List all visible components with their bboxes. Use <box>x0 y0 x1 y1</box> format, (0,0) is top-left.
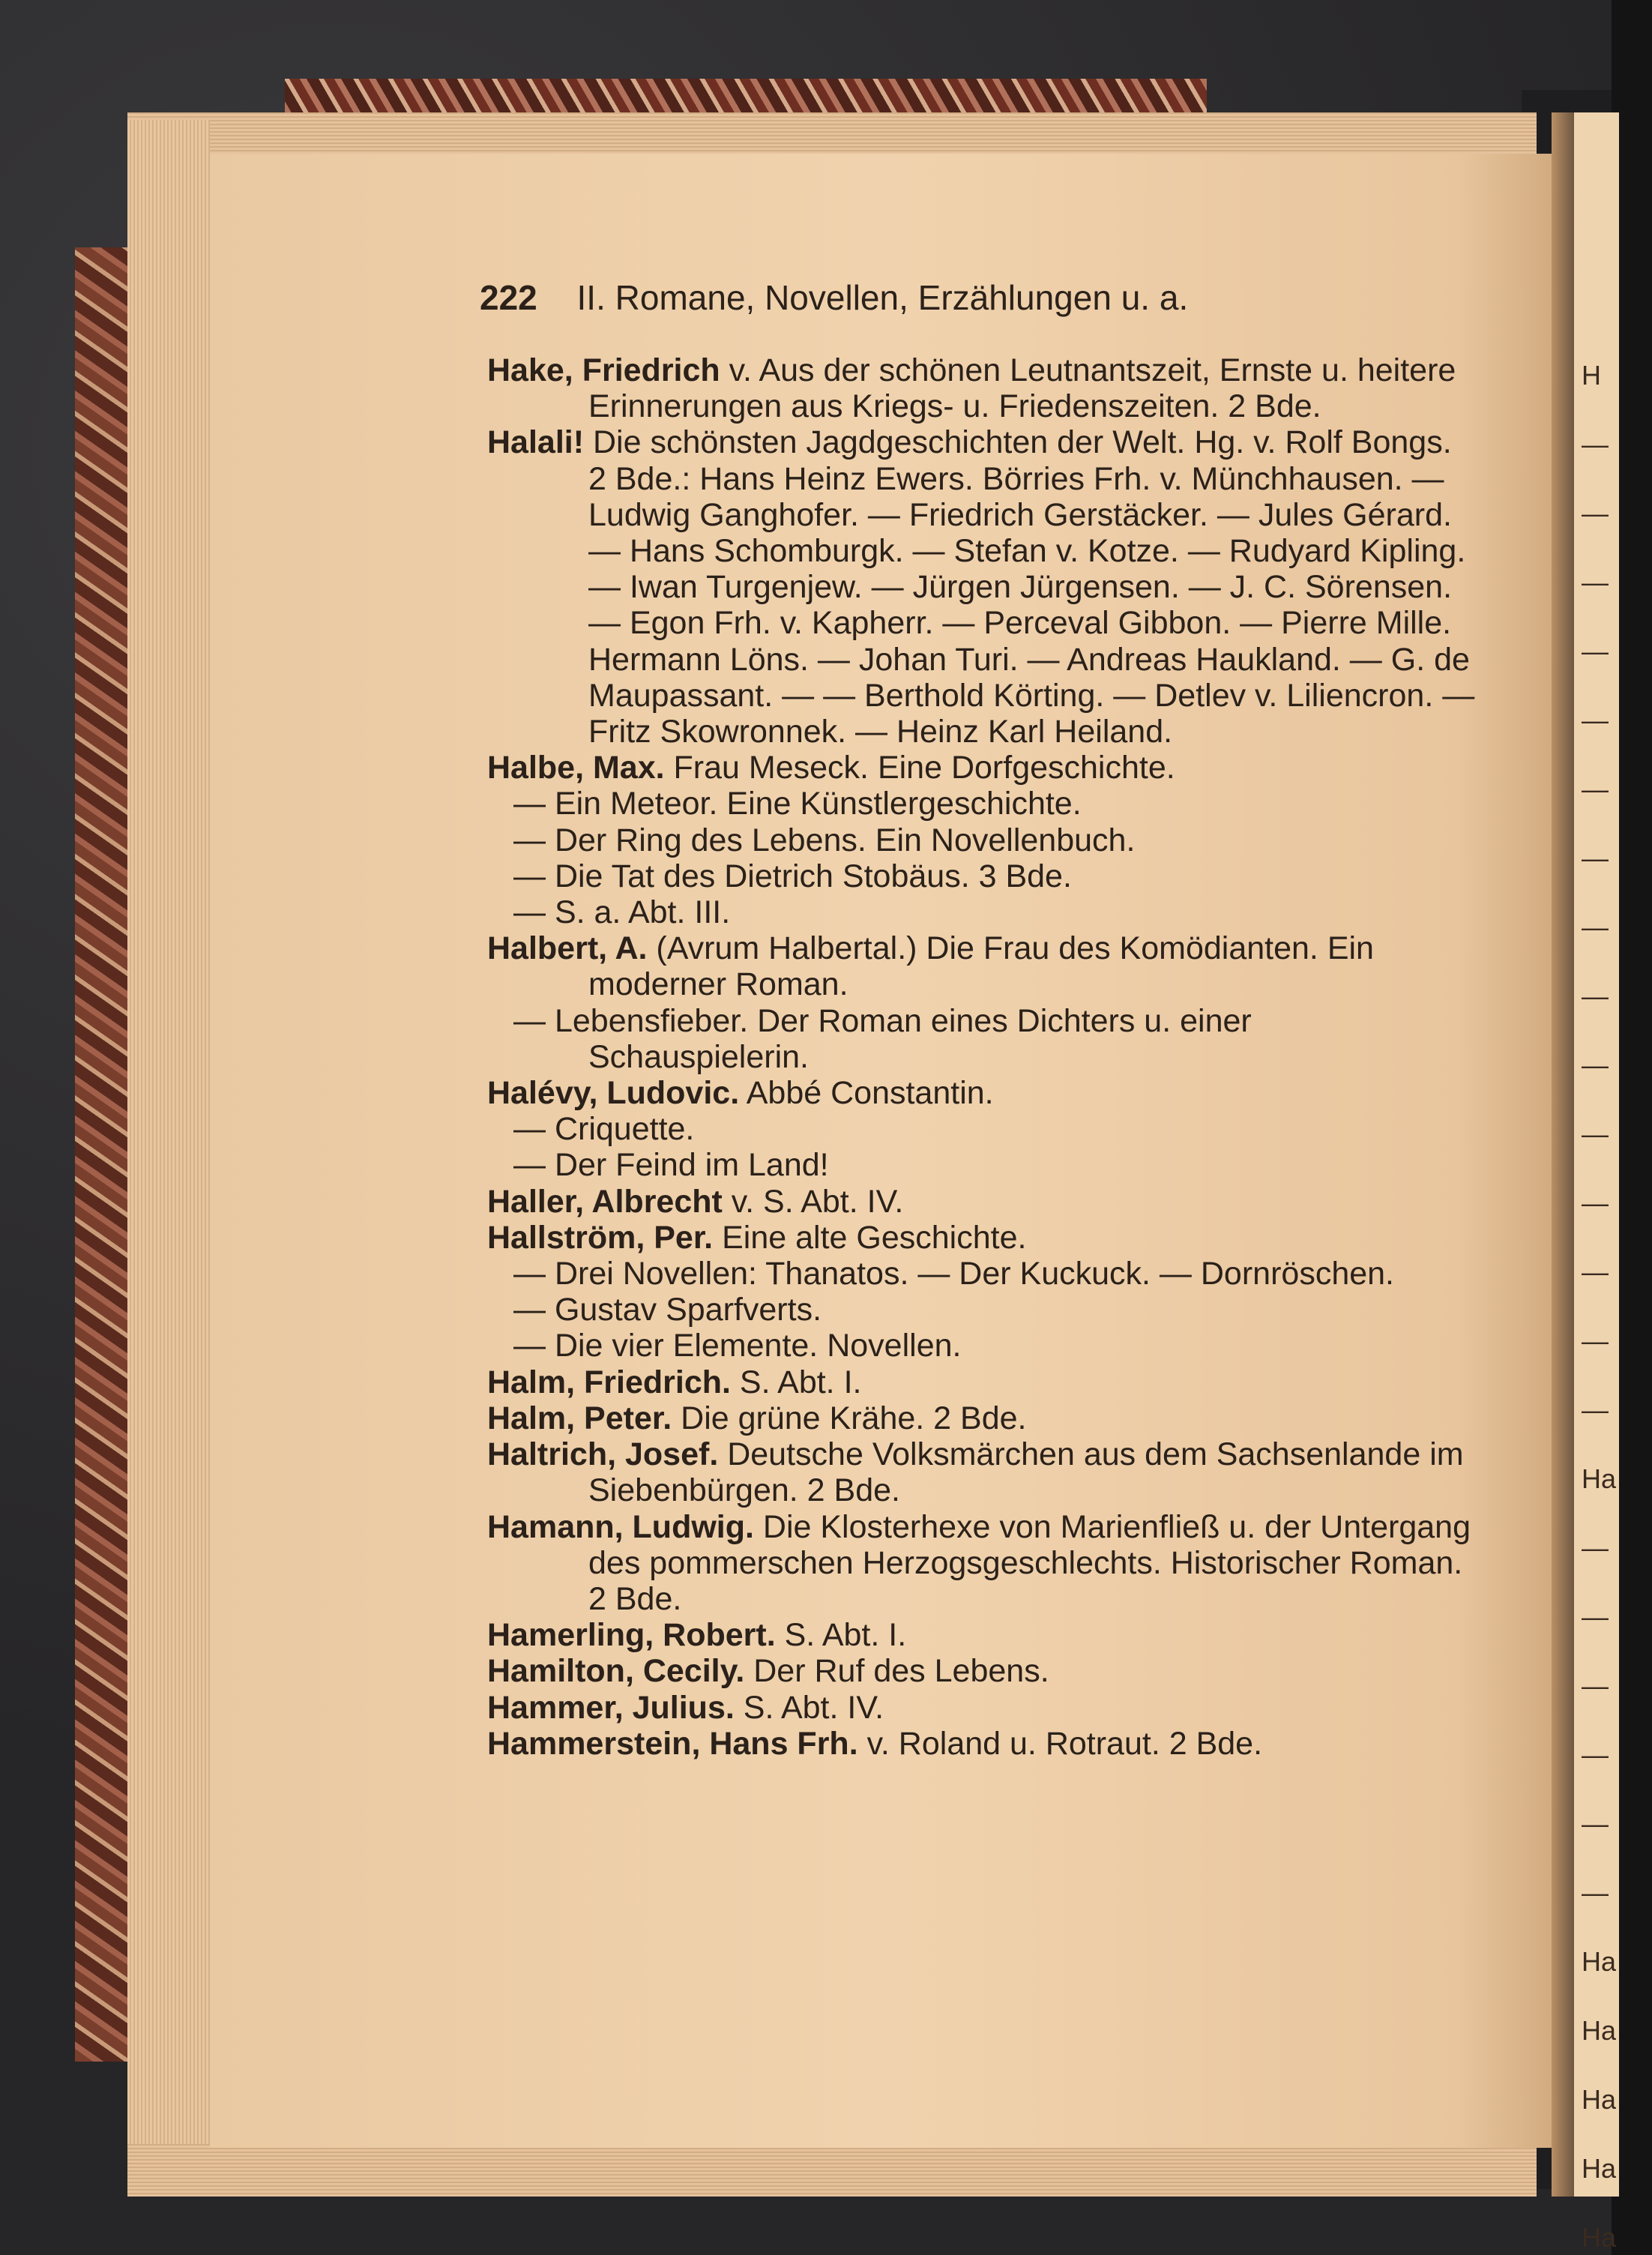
entry-text: — Der Feind im Land! <box>513 1147 829 1184</box>
facing-page-mark: — <box>1582 1670 1609 1701</box>
running-header <box>480 277 1454 318</box>
catalog-entry <box>487 1111 1477 1147</box>
catalog-entry <box>487 1436 1477 1508</box>
entry-text: Eine alte Geschichte. <box>713 1219 1027 1256</box>
entry-text: Der Ruf des Lebens. <box>744 1653 1049 1690</box>
entry-text: Die Klosterhexe von Marienfließ u. der Untergang des pommerschen Herzogsgeschlechts. Historischer Roman. 2 Bde. <box>588 1508 1471 1617</box>
entry-text: Die schönsten Jagdgeschichten der Welt. Hg. v. Rolf Bongs. 2 Bde.: Hans Heinz Ewers. Börries Frh. v. Münchhausen. — Ludwig Ganghofer. — Friedrich Gerstäcker. — Jules Gérard. — Hans Schomburgk. — Stefan v. Kotze. — Rudyard Kipling. — Iwan Turgenjew. — Jürgen Jürgensen. — J. C. Sörensen. — Egon Frh. v. Kapherr. — Perceval Gibbon. — Pierre Mille. Hermann Löns. — Johan Turi. — Andreas Haukland. — G. de Maupassant. — — Berthold Körting. — Detlev v. Liliencron. — Fritz Skowronnek. — Heinz Karl Heiland. <box>584 424 1475 750</box>
entry-text: — Gustav Sparfverts. <box>513 1292 822 1328</box>
facing-page-mark: — <box>1582 1877 1609 1908</box>
entry-text: — Drei Novellen: Thanatos. — Der Kuckuck. — Dornröschen. <box>513 1256 1395 1292</box>
facing-page-mark: — <box>1582 498 1609 529</box>
entry-text: S. Abt. IV. <box>734 1689 884 1726</box>
entry-author: Hake, Friedrich <box>487 352 720 388</box>
catalog-entry <box>487 352 1477 424</box>
entry-author: Haller, Albrecht <box>487 1183 723 1220</box>
facing-page-mark: — <box>1582 705 1609 735</box>
catalog-entry <box>487 1400 1477 1436</box>
catalog-entries <box>487 352 1477 1762</box>
facing-page-mark: — <box>1582 1325 1609 1356</box>
entry-text: — Ein Meteor. Eine Künstlergeschichte. <box>513 786 1082 822</box>
catalog-entry <box>487 930 1477 1002</box>
entry-text: Die grüne Krähe. 2 Bde. <box>672 1400 1027 1436</box>
facing-page-mark: Ha <box>1582 1463 1617 1494</box>
page-edges-top <box>127 112 1537 157</box>
facing-page-mark: — <box>1582 1050 1609 1080</box>
facing-page-mark: — <box>1582 1119 1609 1149</box>
catalog-entry <box>487 1184 1477 1220</box>
entry-text: v. Roland u. Rotraut. 2 Bde. <box>857 1725 1263 1762</box>
catalog-entry <box>487 1075 1477 1111</box>
facing-page-mark: — <box>1582 567 1609 597</box>
catalog-entry <box>487 1364 1477 1400</box>
catalog-entry <box>487 894 1477 930</box>
facing-page-mark: — <box>1582 1808 1609 1839</box>
catalog-entry <box>487 1220 1477 1256</box>
facing-page-mark: Ha <box>1582 1946 1617 1977</box>
entry-author: Haltrich, Josef. <box>487 1436 719 1473</box>
catalog-entry <box>487 1328 1477 1364</box>
facing-page-mark: — <box>1582 981 1609 1011</box>
entry-text: v. S. Abt. IV. <box>722 1183 904 1220</box>
entry-author: Hallström, Per. <box>487 1219 714 1256</box>
catalog-entry <box>487 822 1477 858</box>
entry-text: Frau Meseck. Eine Dorfgeschichte. <box>664 750 1175 786</box>
facing-page-sliver <box>1574 112 1619 2253</box>
facing-page-mark: — <box>1582 1739 1609 1770</box>
entry-text: — Lebensfieber. Der Roman eines Dichters u. einer Schauspielerin. <box>513 1002 1252 1075</box>
catalog-entry <box>487 1003 1477 1075</box>
facing-page-mark: Ha <box>1582 2153 1617 2184</box>
facing-page-mark: — <box>1582 1187 1609 1218</box>
catalog-entry <box>487 1147 1477 1183</box>
entry-text: (Avrum Halbertal.) Die Frau des Komödianten. Ein moderner Roman. <box>588 930 1374 1003</box>
facing-page-mark: Ha <box>1582 2015 1617 2046</box>
catalog-entry <box>487 750 1477 786</box>
catalog-entry <box>487 424 1477 750</box>
entry-text: Abbé Constantin. <box>739 1075 994 1112</box>
entry-author: Halm, Peter. <box>487 1400 672 1436</box>
catalog-entry <box>487 1256 1477 1292</box>
facing-page-mark: — <box>1582 843 1609 873</box>
facing-page-mark: — <box>1582 1532 1609 1563</box>
entry-author: Halévy, Ludovic. <box>487 1075 740 1112</box>
facing-page-mark: — <box>1582 912 1609 942</box>
entry-text: v. Aus der schönen Leutnantszeit, Ernste u. heitere Erinnerungen aus Kriegs- u. Friedenszeiten. 2 Bde. <box>588 352 1456 425</box>
entry-author: Halali! <box>487 424 585 461</box>
entry-text: — S. a. Abt. III. <box>513 894 731 931</box>
facing-page-mark: — <box>1582 774 1609 804</box>
catalog-entry <box>487 1617 1477 1653</box>
entry-author: Hamann, Ludwig. <box>487 1508 754 1545</box>
entry-author: Halbert, A. <box>487 930 648 967</box>
facing-page-mark: — <box>1582 1601 1609 1632</box>
entry-author: Halm, Friedrich. <box>487 1364 731 1400</box>
facing-page-mark: — <box>1582 636 1609 666</box>
entry-text: — Die vier Elemente. Novellen. <box>513 1328 962 1364</box>
entry-text: S. Abt. I. <box>730 1364 862 1400</box>
page-number: 222 <box>480 278 537 317</box>
catalog-entry <box>487 786 1477 822</box>
entry-author: Hamerling, Robert. <box>487 1617 776 1654</box>
facing-page-mark: Ha <box>1582 2222 1617 2253</box>
catalog-entry <box>487 1509 1477 1618</box>
catalog-entry <box>487 1292 1477 1328</box>
page-gutter <box>1552 112 1574 2197</box>
facing-page-mark: — <box>1582 1394 1609 1425</box>
running-head-title: II. Romane, Novellen, Erzählungen u. a. <box>576 278 1189 317</box>
facing-page-mark: — <box>1582 1256 1609 1287</box>
entry-text: Deutsche Volksmärchen aus dem Sachsenlande im Siebenbürgen. 2 Bde. <box>588 1436 1464 1509</box>
facing-page-mark: Ha <box>1582 2084 1617 2115</box>
entry-author: Hamilton, Cecily. <box>487 1653 745 1690</box>
page-edges-left <box>127 120 210 2189</box>
entry-text: — Die Tat des Dietrich Stobäus. 3 Bde. <box>513 858 1072 894</box>
catalog-entry <box>487 858 1477 894</box>
entry-text: — Der Ring des Lebens. Ein Novellenbuch. <box>513 822 1136 858</box>
entry-author: Halbe, Max. <box>487 750 665 786</box>
entry-author: Hammerstein, Hans Frh. <box>487 1725 858 1762</box>
catalog-entry <box>487 1726 1477 1762</box>
facing-page-mark: H <box>1582 360 1601 391</box>
entry-text: S. Abt. I. <box>775 1617 907 1654</box>
catalog-entry <box>487 1690 1477 1726</box>
entry-text: — Criquette. <box>513 1111 695 1148</box>
catalog-entry <box>487 1653 1477 1689</box>
entry-author: Hammer, Julius. <box>487 1689 735 1726</box>
facing-page-mark: — <box>1582 429 1609 460</box>
page-edges-bottom <box>127 2144 1537 2197</box>
